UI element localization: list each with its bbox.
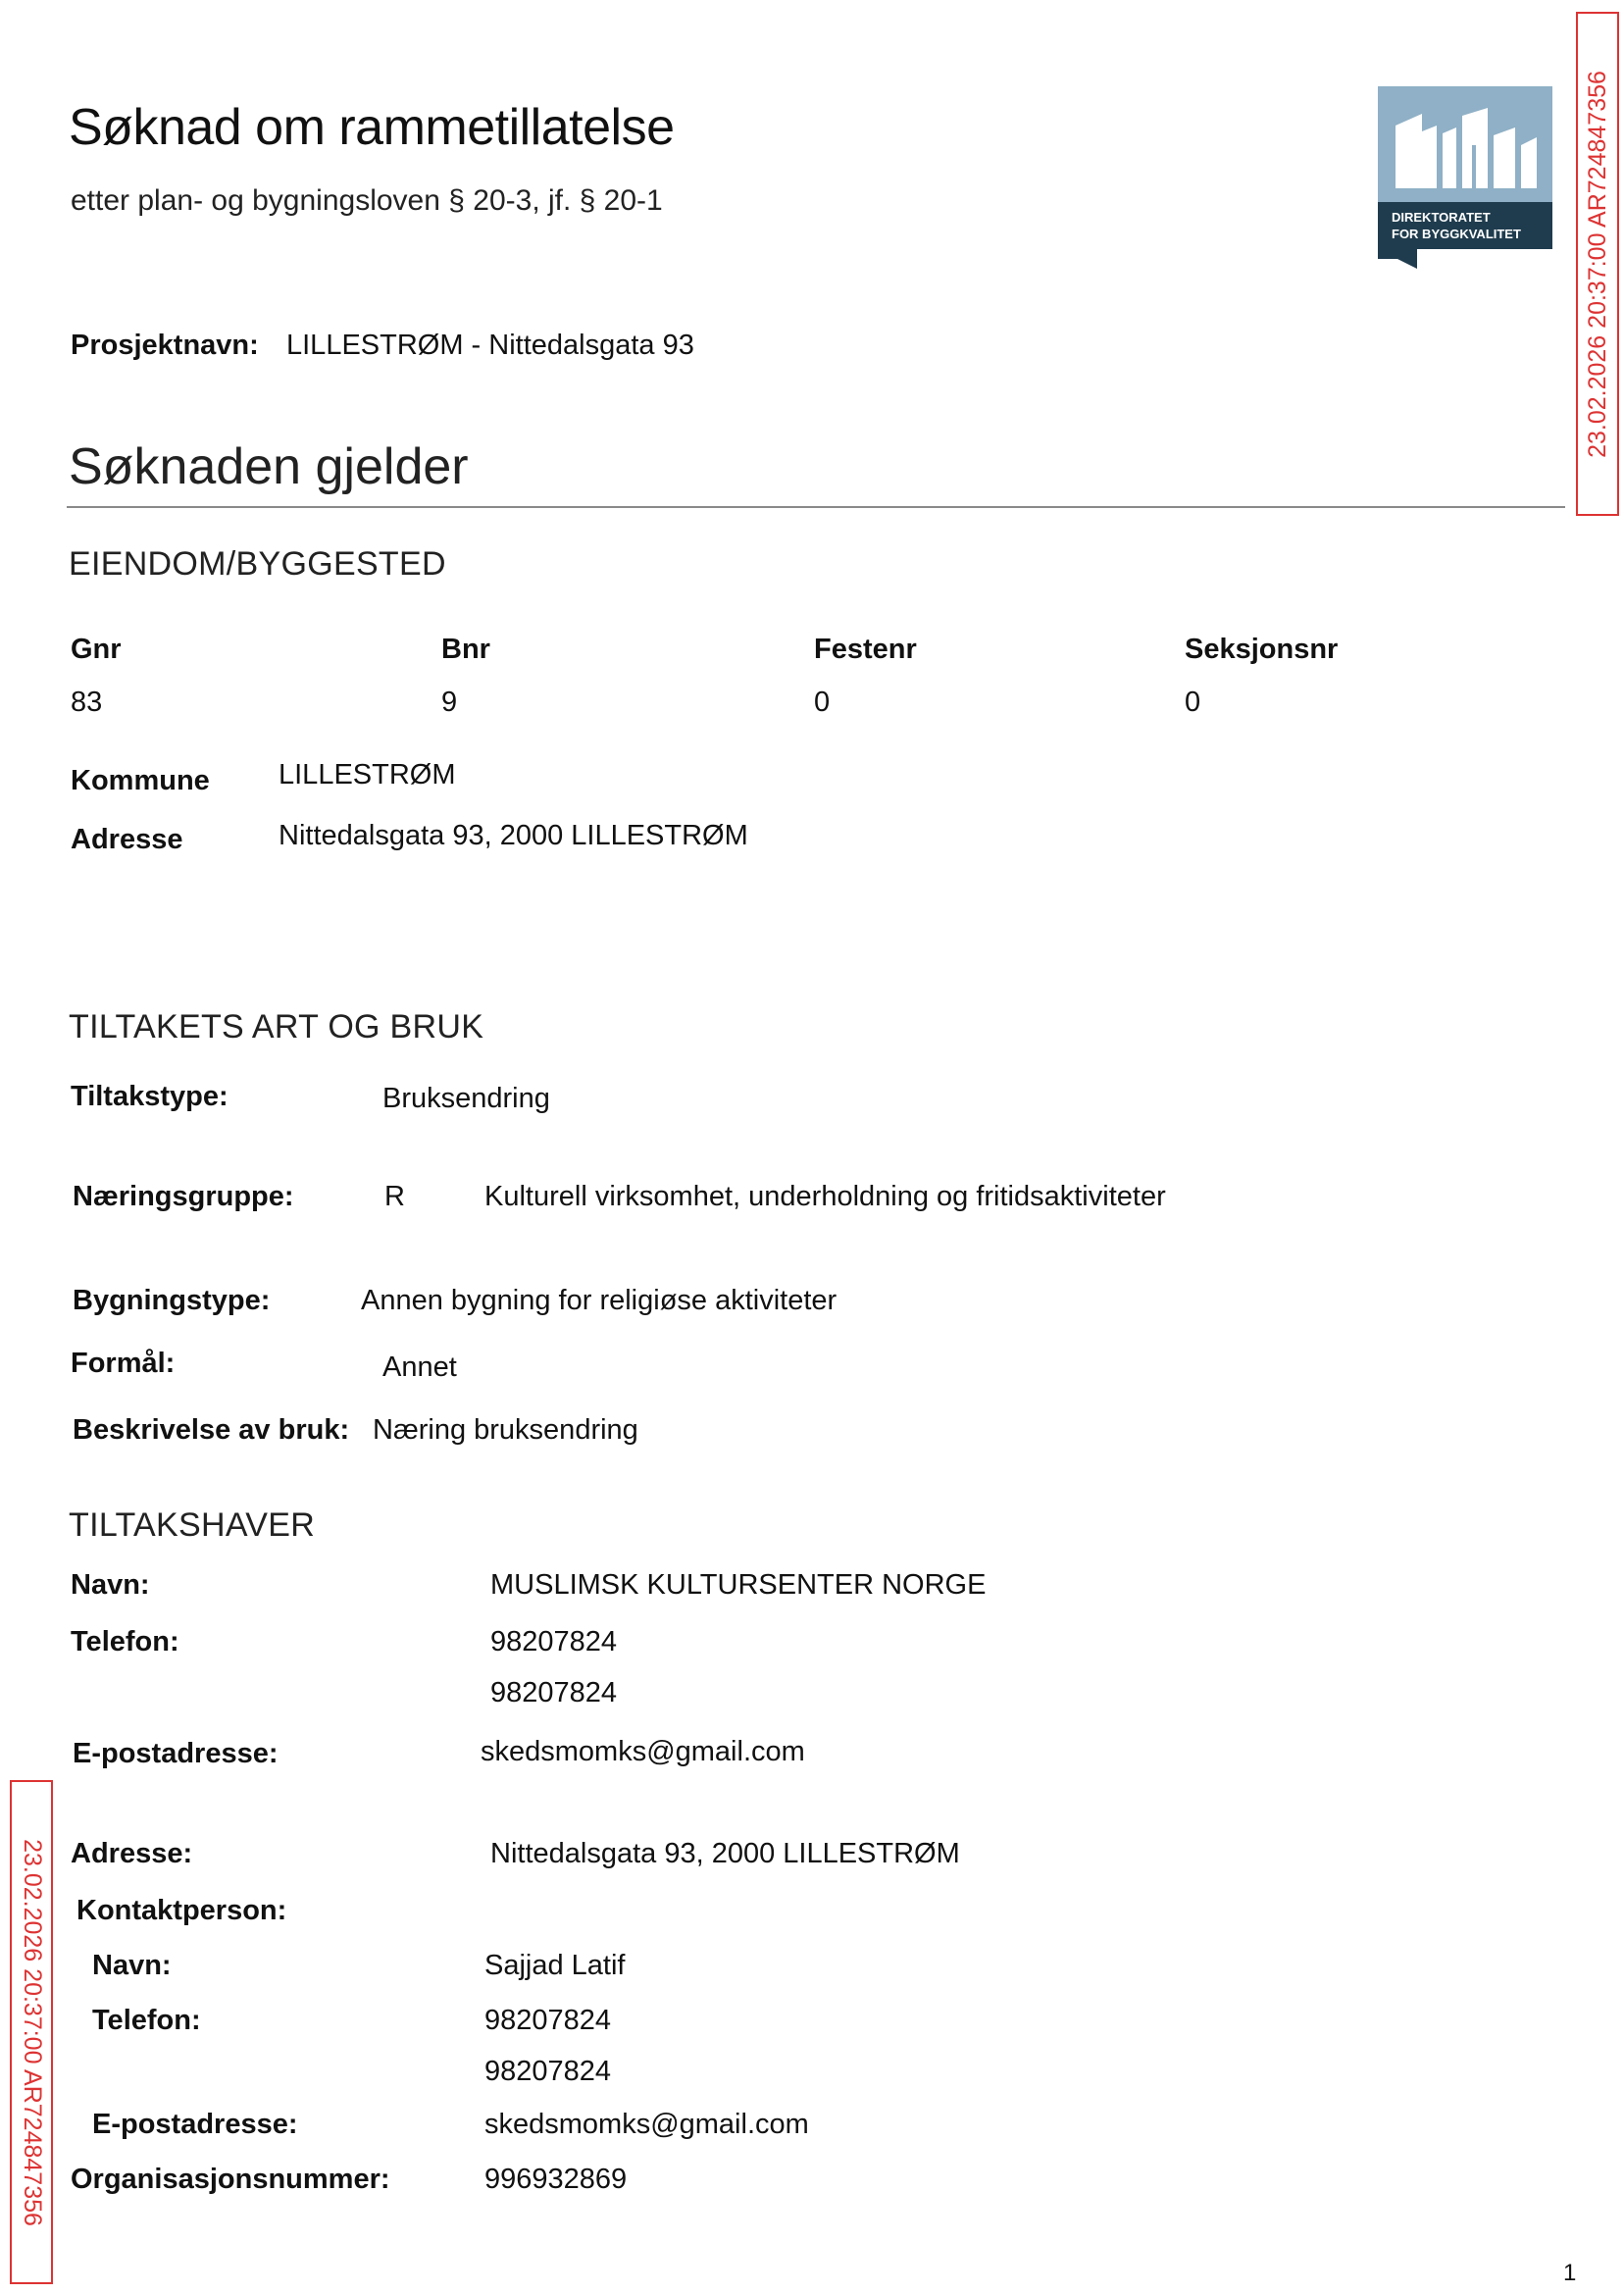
document-title: Søknad om rammetillatelse — [69, 99, 675, 156]
adresse-label: Adresse — [71, 824, 183, 855]
tiltakstype-label: Tiltakstype: — [71, 1081, 228, 1112]
bygningstype-label: Bygningstype: — [73, 1285, 271, 1316]
formal-value: Annet — [382, 1351, 457, 1383]
tiltakshaver-epost-value: skedsmomks@gmail.com — [481, 1736, 805, 1767]
kontakt-epost-label: E-postadresse: — [92, 2109, 298, 2140]
page-number: 1 — [1563, 2260, 1577, 2286]
project-value: LILLESTRØM - Nittedalsgata 93 — [286, 330, 694, 361]
seksjonsnr-value: 0 — [1185, 687, 1201, 718]
tiltak-heading: TILTAKETS ART OG BRUK — [69, 1008, 484, 1045]
beskrivelse-value: Næring bruksendring — [373, 1414, 638, 1446]
seksjonsnr-label: Seksjonsnr — [1185, 634, 1339, 665]
bnr-label: Bnr — [441, 634, 490, 665]
kommune-value: LILLESTRØM — [279, 759, 456, 790]
timestamp-stamp-bottom — [10, 1780, 53, 2284]
kontakt-epost-value: skedsmomks@gmail.com — [484, 2109, 809, 2140]
kommune-label: Kommune — [71, 765, 210, 796]
tiltakshaver-heading: TILTAKSHAVER — [69, 1506, 316, 1544]
document-subtitle: etter plan- og bygningsloven § 20-3, jf. § 20-1 — [71, 184, 663, 217]
gnr-label: Gnr — [71, 634, 122, 665]
dibk-logo-icon — [1378, 86, 1552, 273]
logo-text-line2: FOR BYGGKVALITET — [1392, 227, 1521, 241]
tiltakshaver-navn-label: Navn: — [71, 1569, 150, 1601]
dibk-logo — [1378, 86, 1552, 273]
timestamp-stamp-top-text: 23.02.2026 20:37:00 AR724847356 — [1583, 70, 1611, 458]
property-heading: EIENDOM/BYGGESTED — [69, 545, 446, 583]
adresse-value: Nittedalsgata 93, 2000 LILLESTRØM — [279, 820, 748, 851]
naeringsgruppe-label: Næringsgruppe: — [73, 1181, 294, 1212]
logo-text-line1: DIREKTORATET — [1392, 210, 1491, 225]
formal-label: Formål: — [71, 1348, 176, 1379]
festenr-value: 0 — [814, 687, 831, 718]
timestamp-stamp-top — [1576, 12, 1619, 516]
tiltakshaver-telefon-label: Telefon: — [71, 1626, 179, 1657]
orgnr-value: 996932869 — [484, 2164, 628, 2195]
kontakt-navn-label: Navn: — [92, 1950, 172, 1981]
section-title: Søknaden gjelder — [69, 438, 469, 495]
orgnr-label: Organisasjonsnummer: — [71, 2164, 390, 2195]
bnr-value: 9 — [441, 687, 458, 718]
tiltakstype-value: Bruksendring — [382, 1083, 550, 1114]
tiltakshaver-navn-value: MUSLIMSK KULTURSENTER NORGE — [490, 1569, 987, 1601]
project-label: Prosjektnavn: — [71, 330, 259, 361]
naeringsgruppe-value: Kulturell virksomhet, underholdning og fritidsaktiviteter — [484, 1181, 1166, 1212]
gnr-value: 83 — [71, 687, 103, 718]
tiltakshaver-epost-label: E-postadresse: — [73, 1738, 279, 1769]
beskrivelse-label: Beskrivelse av bruk: — [73, 1414, 350, 1446]
kontakt-navn-value: Sajjad Latif — [484, 1950, 626, 1981]
tiltakshaver-adresse-value: Nittedalsgata 93, 2000 LILLESTRØM — [490, 1838, 960, 1869]
tiltakshaver-telefon-value-2: 98207824 — [490, 1677, 618, 1708]
festenr-label: Festenr — [814, 634, 917, 665]
kontaktperson-label: Kontaktperson: — [76, 1895, 287, 1926]
tiltakshaver-adresse-label: Adresse: — [71, 1838, 193, 1869]
section-divider — [67, 506, 1565, 508]
kontakt-telefon-value-2: 98207824 — [484, 2056, 612, 2087]
bygningstype-value: Annen bygning for religiøse aktiviteter — [361, 1285, 837, 1316]
kontakt-telefon-label: Telefon: — [92, 2005, 201, 2036]
timestamp-stamp-bottom-text: 23.02.2026 20:37:00 AR724847356 — [18, 1838, 46, 2226]
naeringsgruppe-code: R — [384, 1181, 405, 1212]
kontakt-telefon-value-1: 98207824 — [484, 2005, 612, 2036]
tiltakshaver-telefon-value-1: 98207824 — [490, 1626, 618, 1657]
